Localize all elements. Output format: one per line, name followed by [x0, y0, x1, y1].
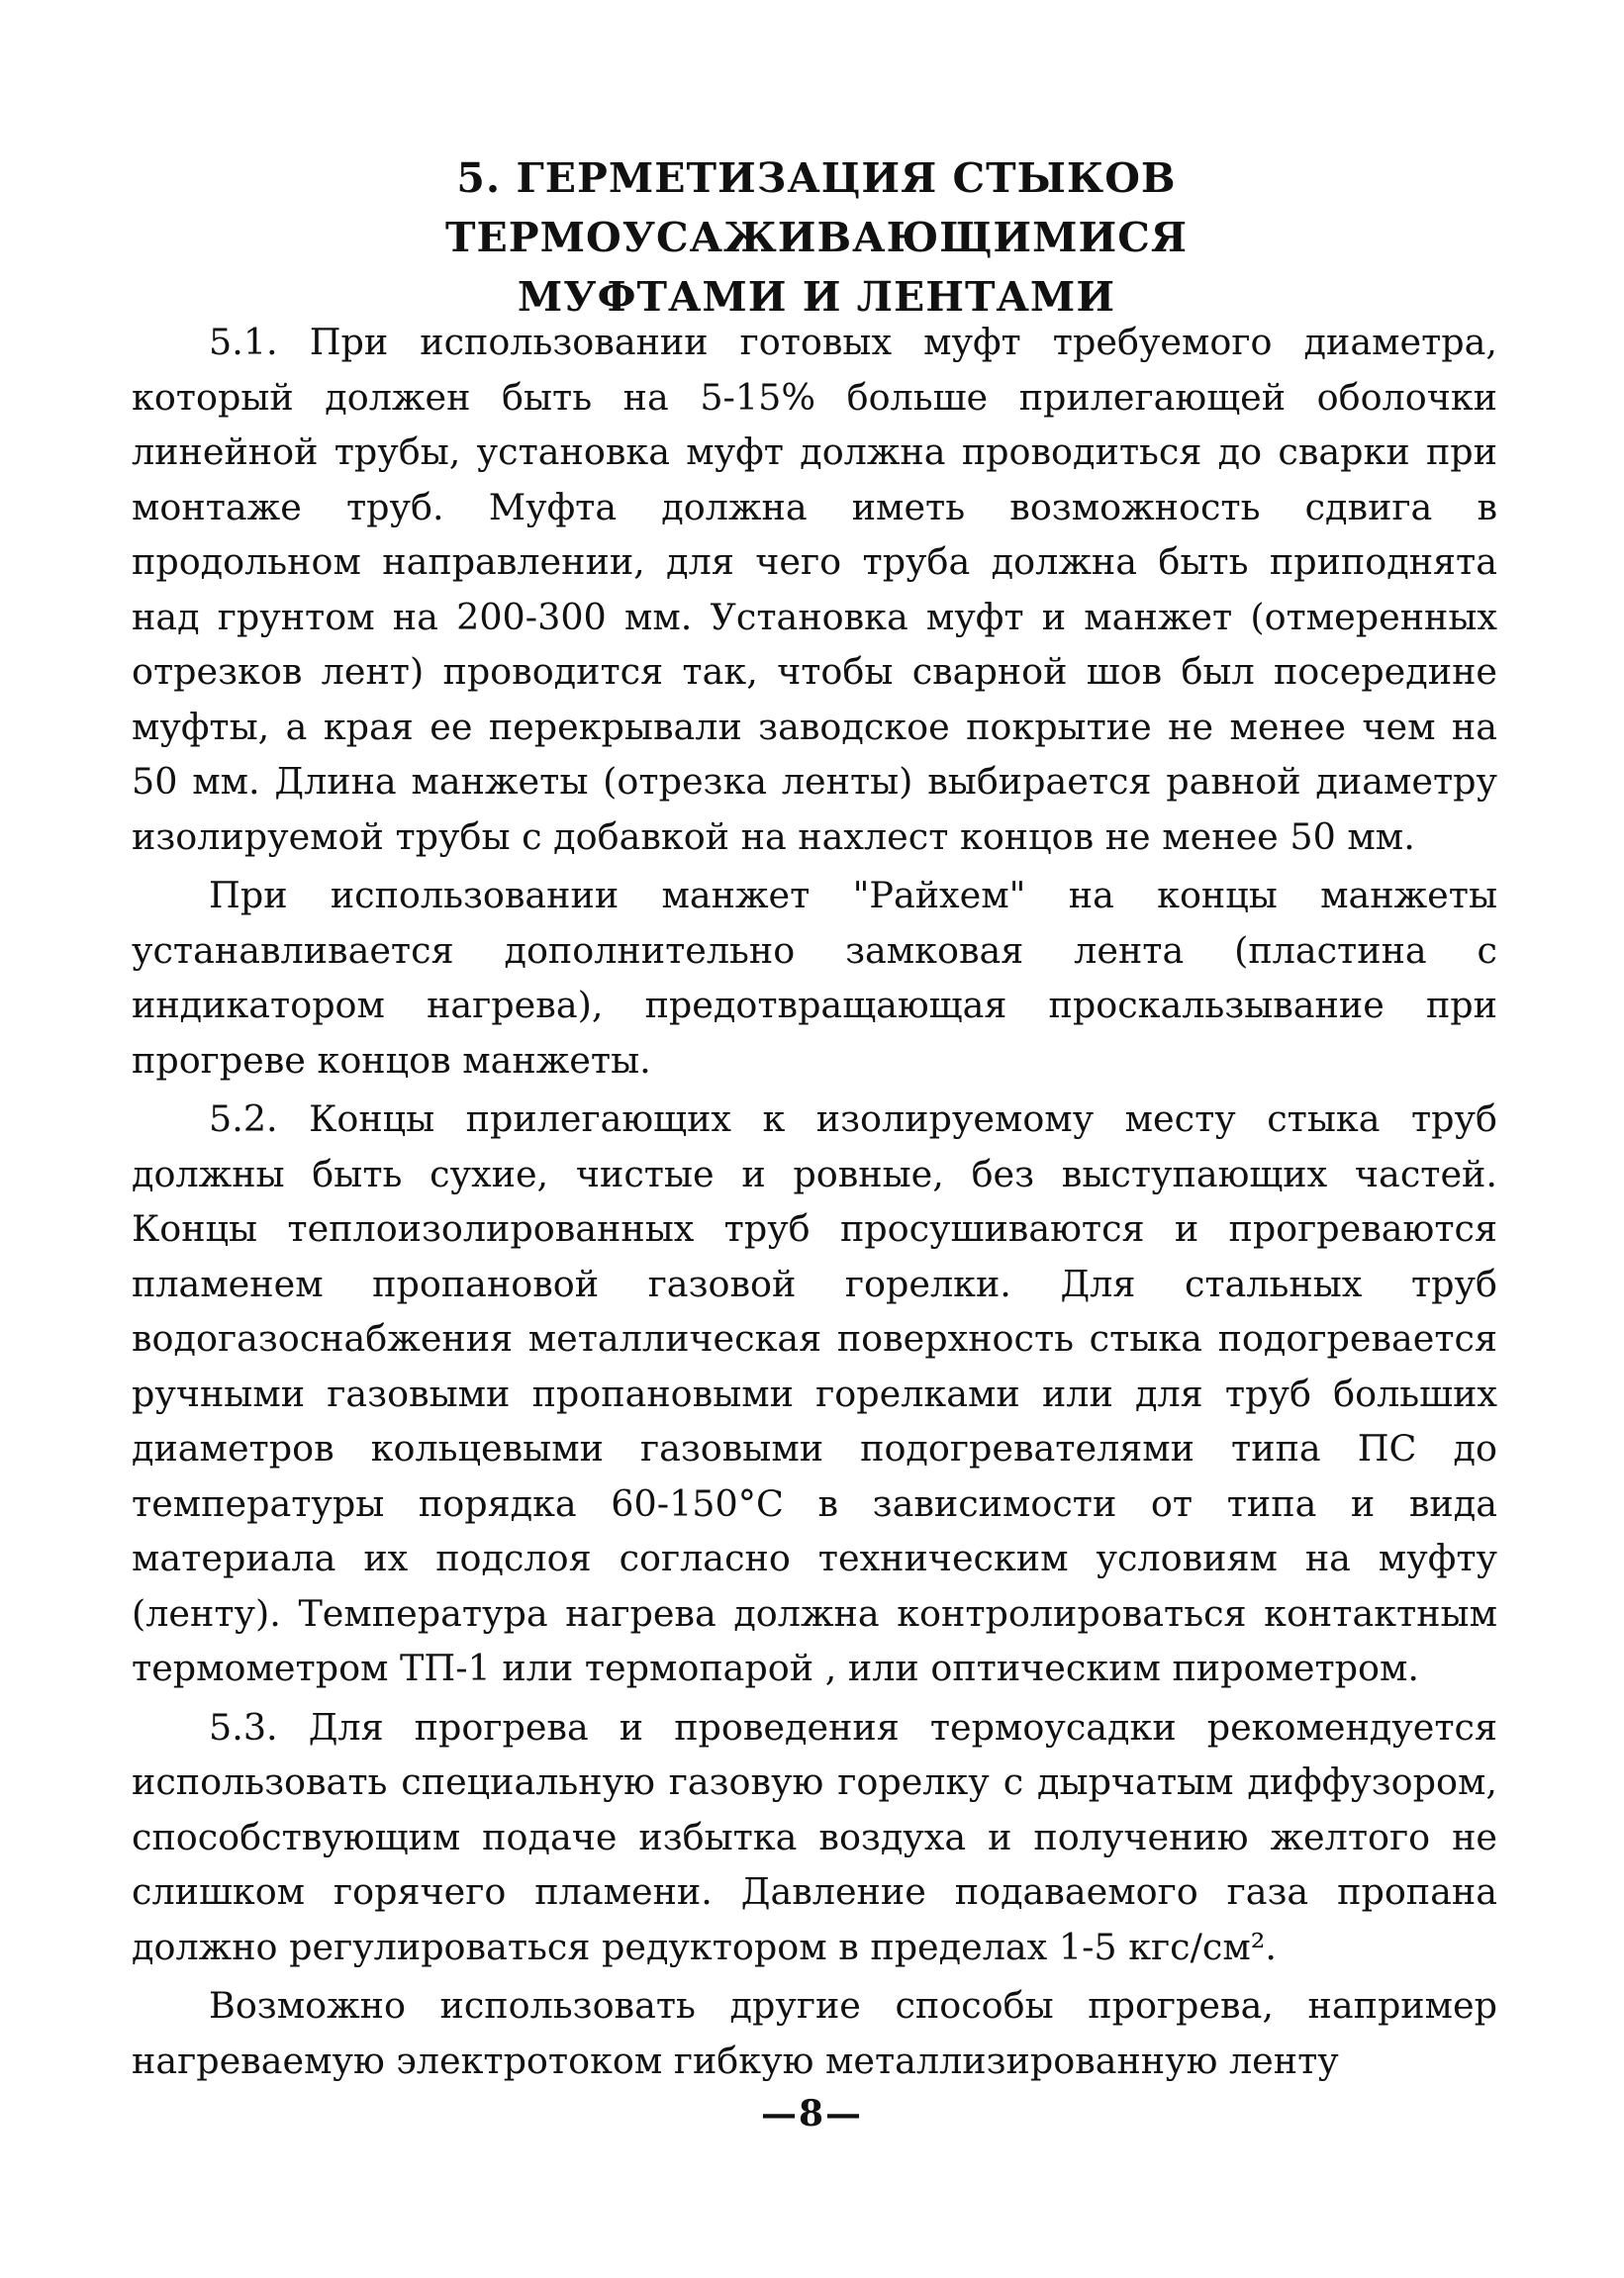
section-title-line-1: 5. ГЕРМЕТИЗАЦИЯ СТЫКОВ ТЕРМОУСАЖИВАЮЩИМИСЯ [445, 154, 1188, 261]
paragraph-5-2: 5.2. Концы прилегающих к изолируемому месту стыка труб должны быть сухие, чистые и ровные, без выступающих частей. Концы теплоизолированных труб просушиваются и прогреваются пламенем пропановой газовой горелки. Для стальных труб водогазоснабжения металлическая поверхность стыка подогревается ручными газовыми пропановыми горелками или для труб больших диаметров кольцевыми газовыми подогревателями типа ПС до температуры порядка 60-150°С в зависимости от типа и вида материала их подслоя согласно техническим условиям на муфту (ленту). Температура нагрева должна контролироваться контактным термометром ТП-1 или термопарой , или оптическим пирометром. [132, 1097, 1497, 1689]
page-number: —8— [760, 2093, 864, 2135]
section-body [132, 315, 1497, 2088]
section-title [129, 148, 1504, 327]
section-title-line-2: МУФТАМИ И ЛЕНТАМИ [517, 273, 1116, 321]
paragraph-5-1: 5.1. При использовании готовых муфт требуемого диаметра, который должен быть на 5-15% больше прилегающей оболочки линейной трубы, установка муфт должна проводиться до сварки при монтаже труб. Муфта должна иметь возможность сдвига в продольном направлении, для чего труба должна быть приподнята над грунтом на 200-300 мм. Установка муфт и манжет (отмеренных отрезков лент) проводится так, чтобы сварной шов был посередине муфты, а края ее перекрывали заводское покрытие не менее чем на 50 мм. Длина манжеты (отрезка ленты) выбирается равной диаметру изолируемой трубы с добавкой на нахлест концов не менее 50 мм. [132, 321, 1497, 858]
paragraph-raychem: При использовании манжет "Райхем" на концы манжеты устанавливается дополнительно замковая лента (пластина с индикатором нагрева), предотвращающая проскальзывание при прогреве концов манжеты. [132, 874, 1497, 1082]
paragraph-5-3: 5.3. Для прогрева и проведения термоусадки рекомендуется использовать специальную газовую горелку с дырчатым диффузором, способствующим подаче избытка воздуха и получению желтого не слишком горячего пламени. Давление подаваемого газа пропана должно регулироваться редуктором в пределах 1-5 кгс/см². [132, 1705, 1497, 1968]
paragraph-other-methods: Возможно использовать другие способы прогрева, например нагреваемую электротоком гибкую металлизированную ленту [132, 1984, 1497, 2082]
